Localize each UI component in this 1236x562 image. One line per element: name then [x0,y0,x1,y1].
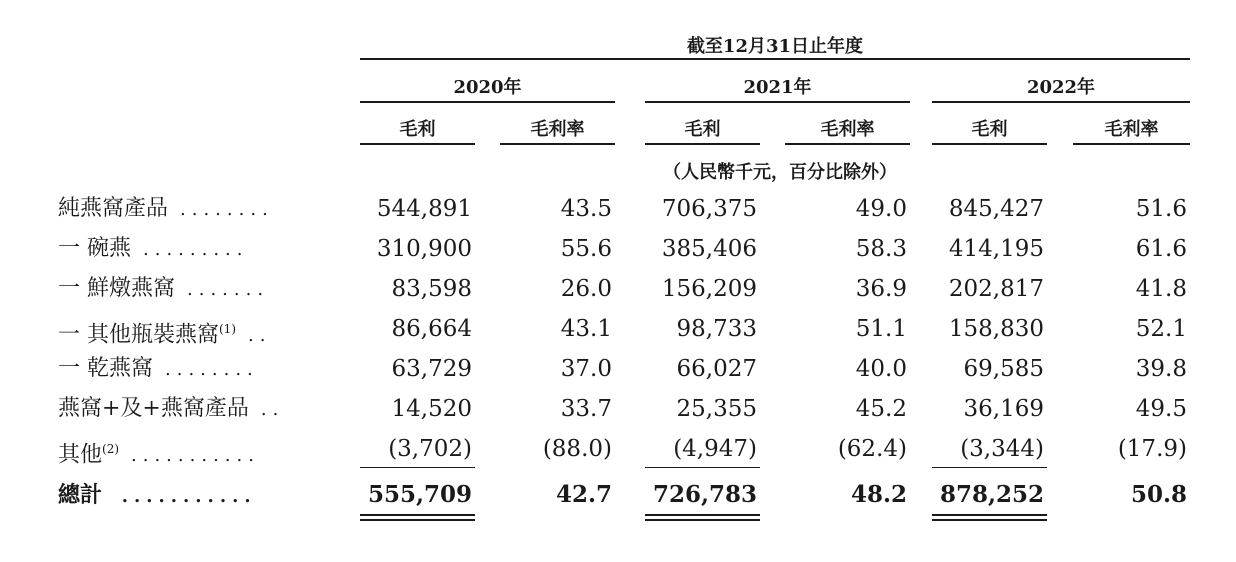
year-rule-2021 [645,101,910,103]
leader-dots: ........ [180,199,274,220]
cell-gm-2022: 49.5 [1135,396,1187,422]
cell-gm-2020: 43.5 [560,196,612,222]
cell-gm-2022: 41.8 [1135,276,1187,302]
cell-gp-2021: 98,733 [676,316,757,342]
row-label: 一 乾燕窩 [58,356,153,381]
cell-gp-2020: 544,891 [376,196,472,222]
cell-gp-2022: (3,344) [960,436,1044,462]
row-label: 其他 [58,442,103,468]
cell-gm-2021: 40.0 [855,356,907,382]
cell-gp-2021: 385,406 [661,236,757,262]
total-gp-2021: 726,783 [652,481,757,508]
cell-gm-2022: 39.8 [1135,356,1187,382]
total-label: 總計 [58,482,103,508]
row-label: 燕窩+及+燕窩產品 [58,396,249,421]
row-label-cell [58,434,260,468]
period-rule [360,58,1190,60]
col-gm-2022: 毛利率 [1104,119,1159,140]
row-label-cell [58,234,249,264]
cell-gp-2021: 706,375 [661,196,757,222]
leader-dots: ....... [187,279,270,300]
subtotal-rule [360,467,475,468]
cell-gp-2020: (3,702) [388,436,472,462]
row-label-cell [58,194,274,224]
total-gm-2020: 42.7 [555,481,612,508]
row-label-cell [58,314,272,348]
footnote-marker: (2) [102,442,120,456]
leader-dots: .. [248,325,272,347]
cell-gm-2020: 37.0 [560,356,612,382]
cell-gm-2021: 49.0 [855,196,907,222]
row-label-cell [58,394,284,424]
leader-dots: ......... [143,239,249,260]
col-gp-2021: 毛利 [684,119,721,140]
cell-gp-2020: 63,729 [391,356,472,382]
leader-dots: ........... [121,486,257,507]
cell-gp-2022: 414,195 [948,236,1044,262]
cell-gm-2020: (88.0) [542,436,612,462]
cell-gp-2021: 156,209 [661,276,757,302]
cell-gm-2021: 45.2 [855,396,907,422]
year-2022: 2022年 [1026,77,1096,98]
cell-gm-2021: 51.1 [855,316,907,342]
cell-gp-2021: 66,027 [676,356,757,382]
total-gm-2022: 50.8 [1130,481,1187,508]
cell-gp-2022: 158,830 [948,316,1044,342]
leader-dots: ........... [131,445,260,467]
row-label: 一 碗燕 [58,236,131,261]
cell-gm-2022: 52.1 [1135,316,1187,342]
footnote-marker: (1) [219,322,236,336]
total-label-cell [58,480,257,510]
leader-dots: ........ [165,359,259,380]
total-gp-2020: 555,709 [367,481,472,508]
row-label: 一 其他瓶裝燕窩 [58,322,219,348]
subtotal-rule [645,467,760,468]
cell-gp-2022: 36,169 [963,396,1044,422]
total-double-rule [932,519,1047,521]
col-gp-2022: 毛利 [971,119,1008,140]
unit-note: （人民幣千元，百分比除外） [663,162,897,183]
row-label: 純燕窩產品 [58,196,169,221]
total-gp-2022: 878,252 [939,481,1044,508]
total-double-rule [645,519,760,521]
row-label-cell [58,274,269,304]
col-rule [360,143,475,145]
leader-dots: .. [260,399,285,420]
cell-gm-2020: 55.6 [560,236,612,262]
total-double-rule [645,514,760,516]
period-header: 截至12月31日止年度 [686,36,864,57]
cell-gp-2020: 14,520 [391,396,472,422]
cell-gm-2020: 43.1 [560,316,612,342]
cell-gm-2021: (62.4) [837,436,907,462]
year-rule-2020 [360,101,615,103]
cell-gp-2022: 69,585 [963,356,1044,382]
col-gm-2021: 毛利率 [820,119,875,140]
cell-gp-2020: 310,900 [376,236,472,262]
col-rule [645,143,760,145]
year-rule-2022 [932,101,1190,103]
cell-gm-2022: 51.6 [1135,196,1187,222]
total-double-rule [360,519,475,521]
cell-gp-2021: (4,947) [673,436,757,462]
col-rule [1073,143,1190,145]
cell-gm-2021: 36.9 [855,276,907,302]
cell-gm-2022: (17.9) [1117,436,1187,462]
cell-gp-2022: 845,427 [948,196,1044,222]
year-2021: 2021年 [743,77,812,98]
cell-gm-2021: 58.3 [855,236,907,262]
year-2020: 2020年 [453,77,522,98]
col-rule [500,143,615,145]
total-double-rule [360,514,475,516]
row-label-cell [58,354,259,384]
cell-gm-2020: 26.0 [560,276,612,302]
subtotal-rule [932,467,1047,468]
cell-gp-2020: 86,664 [391,316,472,342]
col-gp-2020: 毛利 [399,119,436,140]
cell-gm-2020: 33.7 [560,396,612,422]
row-label: 一 鮮燉燕窩 [58,276,175,301]
total-double-rule [932,514,1047,516]
col-rule [785,143,910,145]
cell-gp-2022: 202,817 [948,276,1044,302]
col-gm-2020: 毛利率 [530,119,585,140]
total-gm-2021: 48.2 [850,481,907,508]
cell-gp-2021: 25,355 [676,396,757,422]
cell-gp-2020: 83,598 [391,276,472,302]
cell-gm-2022: 61.6 [1135,236,1187,262]
col-rule [932,143,1047,145]
